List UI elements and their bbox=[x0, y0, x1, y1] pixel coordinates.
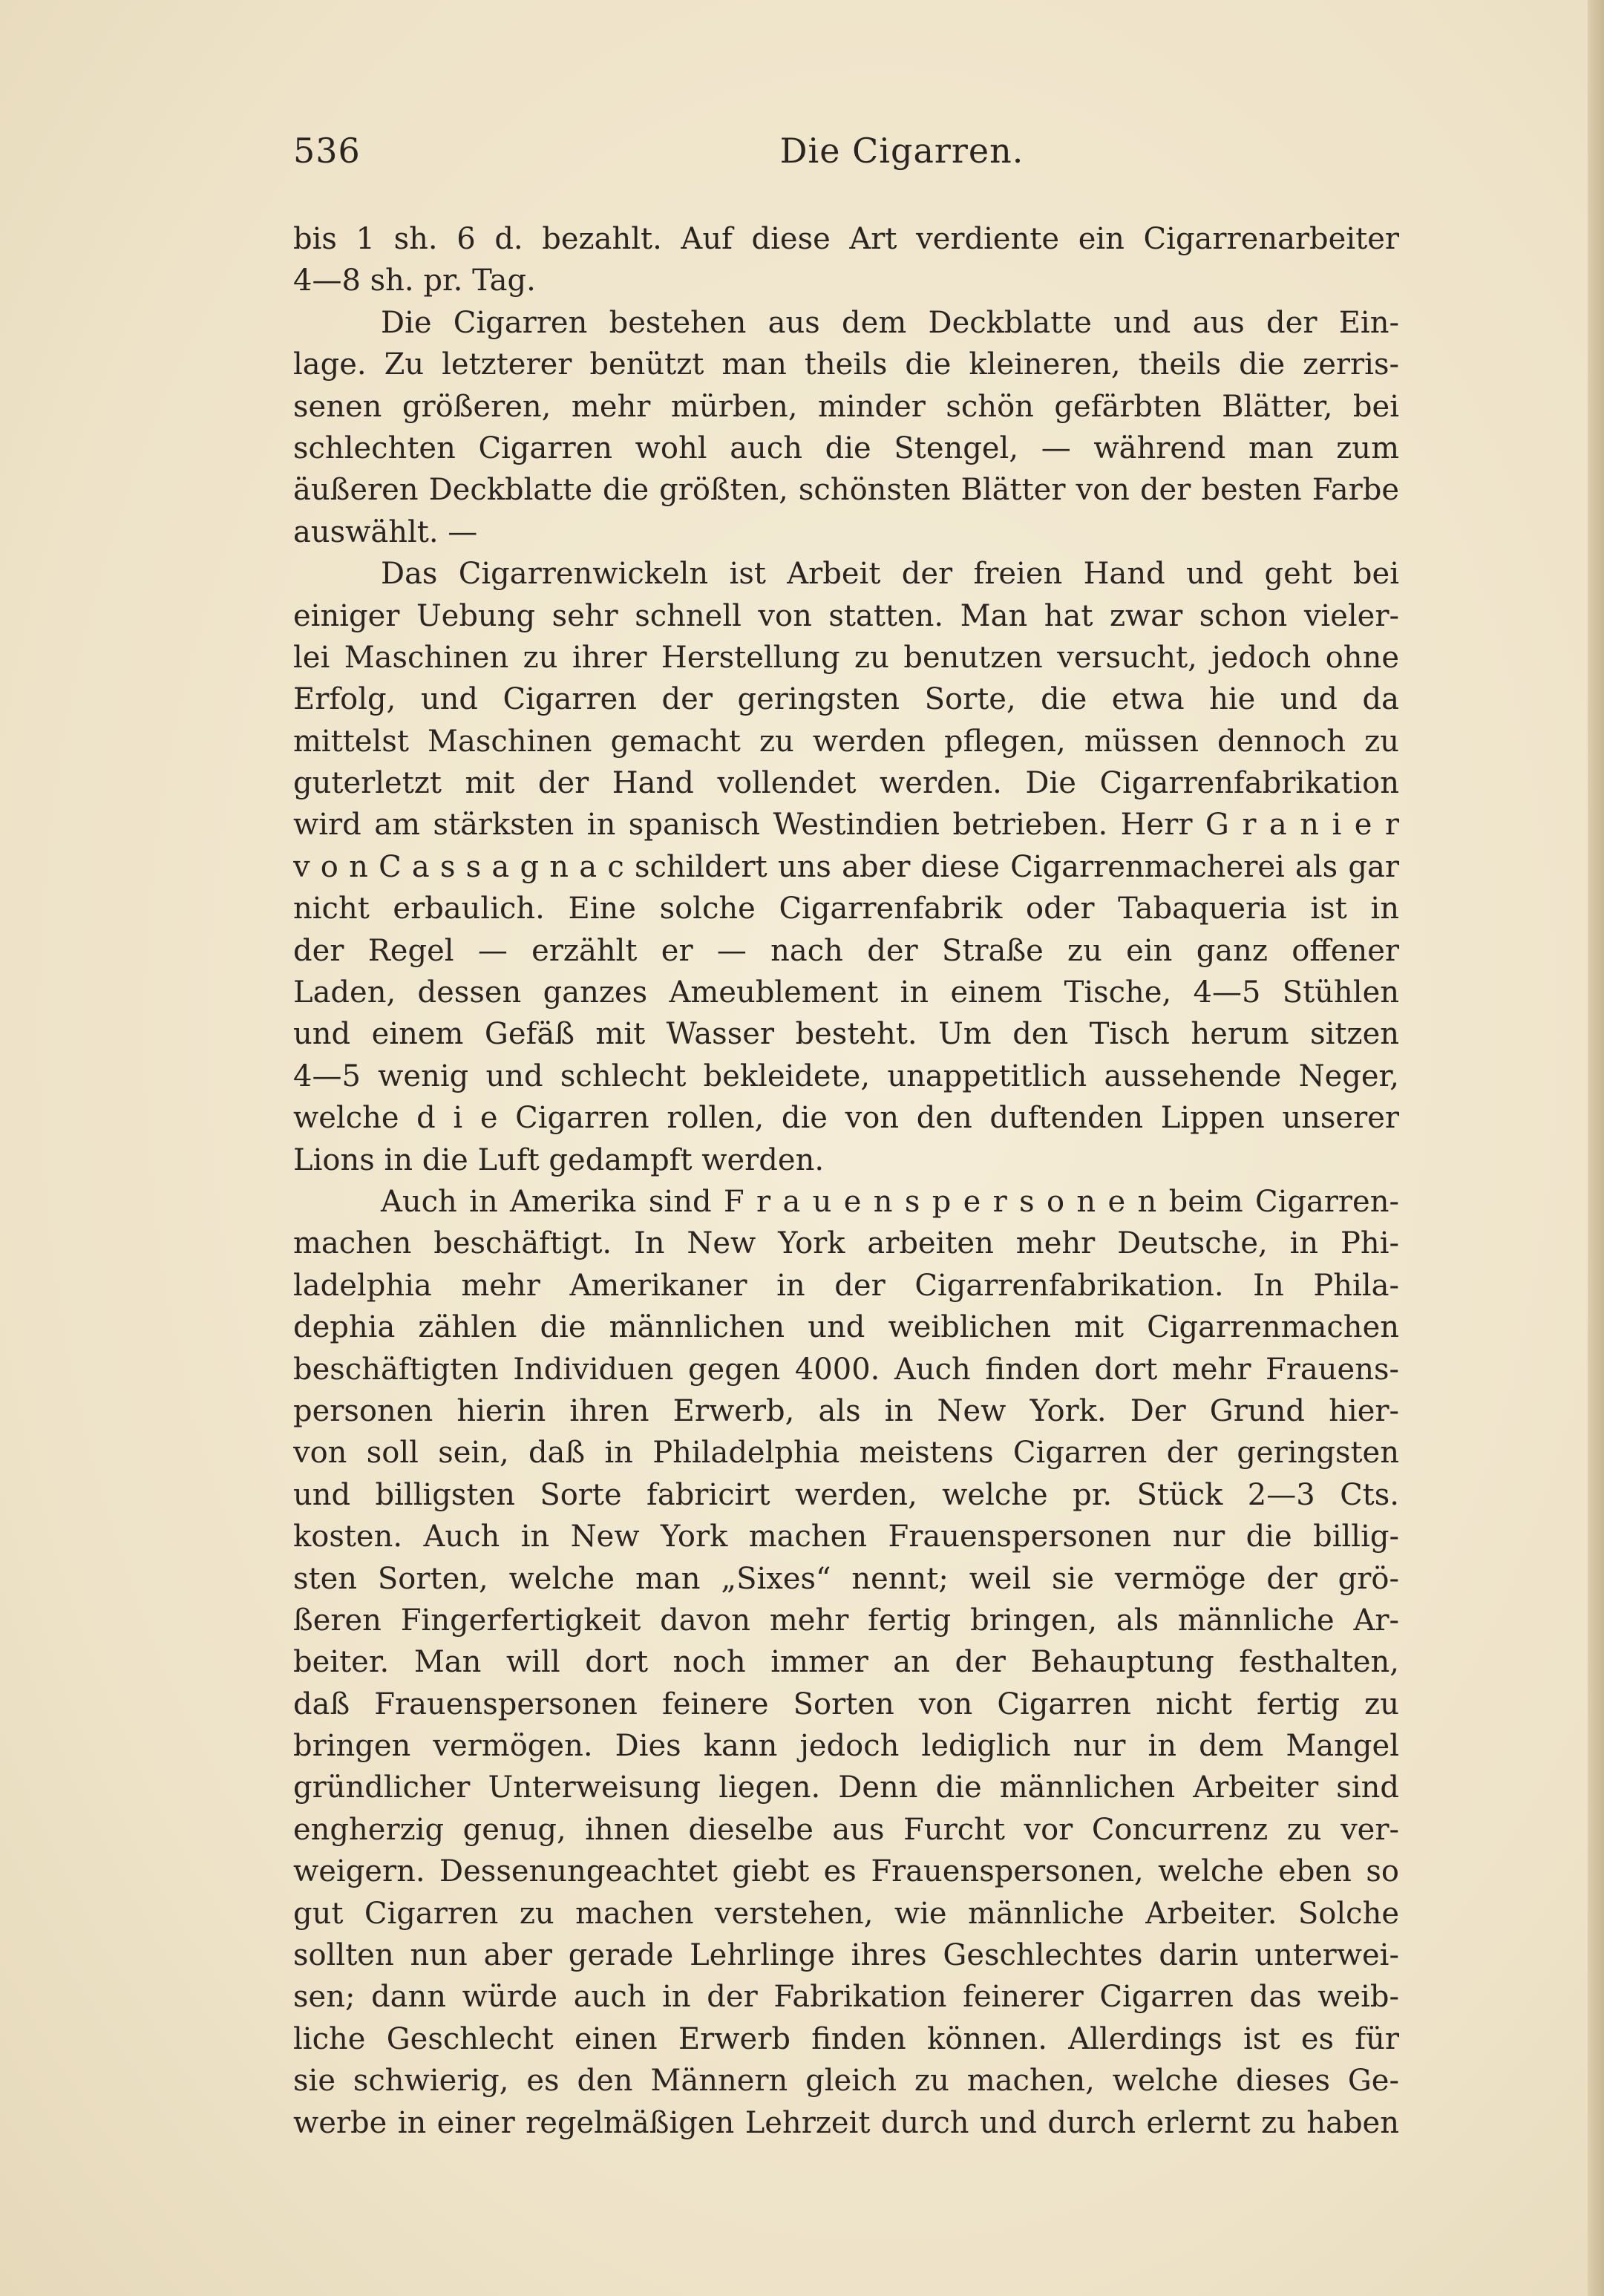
text-line: engherzig genug, ihnen dieselbe aus Furcht vor Concurrenz zu ver- bbox=[293, 1812, 1399, 1847]
text-line: Erfolg, und Cigarren der geringsten Sorte, die etwa hie und da bbox=[293, 682, 1399, 717]
text-line: beiter. Man will dort noch immer an der Behauptung festhalten, bbox=[293, 1645, 1399, 1680]
text-line: weigern. Dessenungeachtet giebt es Frauenspersonen, welche eben so bbox=[293, 1854, 1399, 1889]
text-line: senen größeren, mehr mürben, minder schön gefärbten Blätter, bei bbox=[293, 389, 1399, 424]
text-line: bringen vermögen. Dies kann jedoch lediglich nur in dem Mangel bbox=[293, 1729, 1399, 1764]
text-line: Lions in die Luft gedampft werden. bbox=[293, 1142, 825, 1177]
text-line: sollten nun aber gerade Lehrlinge ihres Geschlechtes darin unterwei- bbox=[293, 1938, 1399, 1973]
body-text bbox=[293, 218, 1399, 2144]
text-line: ßeren Fingerfertigkeit davon mehr fertig bringen, als männliche Ar- bbox=[293, 1603, 1399, 1638]
text-line: äußeren Deckblatte die größten, schönsten Blätter von der besten Farbe bbox=[293, 473, 1399, 508]
text-line: lei Maschinen zu ihrer Herstellung zu benutzen versucht, jedoch ohne bbox=[293, 640, 1399, 675]
page-edge bbox=[1588, 0, 1604, 2296]
page-number: 536 bbox=[293, 131, 361, 171]
text-line: wird am stärksten in spanisch Westindien betrieben. Herr G r a n i e r bbox=[293, 808, 1399, 843]
text-line: und billigsten Sorte fabricirt werden, welche pr. Stück 2—3 Cts. bbox=[293, 1477, 1399, 1512]
text-line: machen beschäftigt. In New York arbeiten mehr Deutsche, in Phi- bbox=[293, 1226, 1399, 1261]
text-line: der Regel — erzählt er — nach der Straße zu ein ganz offener bbox=[293, 933, 1399, 968]
text-line: beschäftigten Individuen gegen 4000. Auch finden dort mehr Frauens- bbox=[293, 1352, 1399, 1387]
text-line: werbe in einer regelmäßigen Lehrzeit durch und durch erlernt zu haben bbox=[293, 2105, 1399, 2140]
text-line: Auch in Amerika sind F r a u e n s p e r s o n e n beim Cigarren- bbox=[381, 1184, 1399, 1219]
text-line: lage. Zu letzterer benützt man theils die kleineren, theils die zerris- bbox=[293, 347, 1399, 382]
text-line: schlechten Cigarren wohl auch die Stengel, — während man zum bbox=[293, 431, 1399, 465]
text-line: guterletzt mit der Hand vollendet werden. Die Cigarrenfabrikation bbox=[293, 766, 1399, 801]
page-header bbox=[293, 131, 1399, 183]
text-line: Laden, dessen ganzes Ameublement in einem Tische, 4—5 Stühlen bbox=[293, 975, 1399, 1010]
text-line: 4—8 sh. pr. Tag. bbox=[293, 264, 536, 298]
text-line: daß Frauenspersonen feinere Sorten von Cigarren nicht fertig zu bbox=[293, 1687, 1399, 1721]
text-line: gut Cigarren zu machen verstehen, wie männliche Arbeiter. Solche bbox=[293, 1896, 1399, 1931]
text-line: welche d i e Cigarren rollen, die von den duftenden Lippen unserer bbox=[293, 1101, 1399, 1136]
running-title: Die Cigarren. bbox=[779, 131, 1024, 171]
text-line: auswählt. — bbox=[293, 514, 478, 549]
text-line: mittelst Maschinen gemacht zu werden pflegen, müssen dennoch zu bbox=[293, 724, 1399, 759]
text-line: Die Cigarren bestehen aus dem Deckblatte und aus der Ein- bbox=[381, 305, 1399, 340]
text-line: kosten. Auch in New York machen Frauenspersonen nur die billig- bbox=[293, 1520, 1399, 1554]
text-line: sen; dann würde auch in der Fabrikation feinerer Cigarren das weib- bbox=[293, 1980, 1399, 2015]
text-line: personen hierin ihren Erwerb, als in New York. Der Grund hier- bbox=[293, 1393, 1399, 1428]
text-line: sten Sorten, welche man „Sixes“ nennt; weil sie vermöge der grö- bbox=[293, 1561, 1399, 1596]
text-line: und einem Gefäß mit Wasser besteht. Um den Tisch herum sitzen bbox=[293, 1017, 1399, 1052]
text-line: Das Cigarrenwickeln ist Arbeit der freien Hand und geht bei bbox=[381, 557, 1399, 592]
text-line: dephia zählen die männlichen und weiblichen mit Cigarrenmachen bbox=[293, 1310, 1399, 1345]
text-line: liche Geschlecht einen Erwerb finden können. Allerdings ist es für bbox=[293, 2021, 1399, 2056]
text-line: bis 1 sh. 6 d. bezahlt. Auf diese Art verdiente ein Cigarrenarbeiter bbox=[293, 222, 1399, 256]
text-line: sie schwierig, es den Männern gleich zu machen, welche dieses Ge- bbox=[293, 2064, 1399, 2099]
text-line: von soll sein, daß in Philadelphia meistens Cigarren der geringsten bbox=[293, 1436, 1399, 1471]
text-line: einiger Uebung sehr schnell von statten. Man hat zwar schon vieler- bbox=[293, 598, 1399, 633]
text-line: gründlicher Unterweisung liegen. Denn die männlichen Arbeiter sind bbox=[293, 1770, 1399, 1805]
text-line: ladelphia mehr Amerikaner in der Cigarrenfabrikation. In Phila- bbox=[293, 1268, 1399, 1303]
text-line: nicht erbaulich. Eine solche Cigarrenfabrik oder Tabaqueria ist in bbox=[293, 892, 1399, 926]
text-line: v o n C a s s a g n a c schildert uns aber diese Cigarrenmacherei als gar bbox=[293, 849, 1399, 884]
text-line: 4—5 wenig und schlecht bekleidete, unappetitlich aussehende Neger, bbox=[293, 1059, 1399, 1093]
